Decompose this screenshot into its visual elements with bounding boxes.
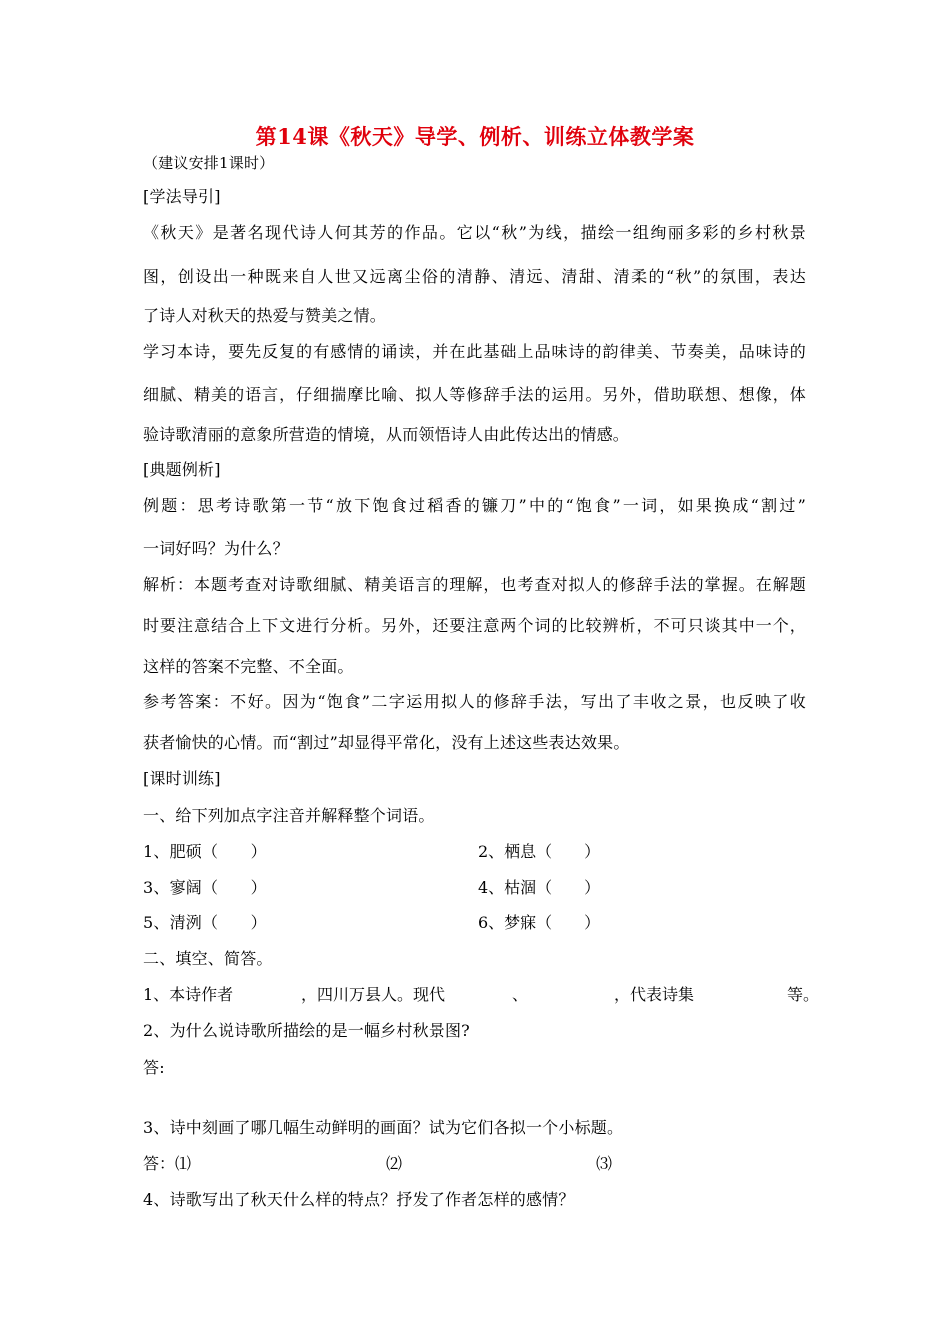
question-item: 3、诗中刻画了哪几幅生动鲜明的画面？试为它们各拟一个小标题。 [143, 1118, 624, 1137]
fill-blank-part: 、 [512, 985, 529, 1004]
paragraph-line: 验诗歌清丽的意象所营造的情境，从而领悟诗人由此传达出的情感。 [143, 425, 630, 444]
paragraph-line: 了诗人对秋天的热爱与赞美之情。 [143, 306, 387, 325]
paragraph-line: 细腻、精美的语言，仔细揣摩比喻、拟人等修辞手法的运用。另外，借助联想、想像，体 [143, 385, 806, 404]
section-heading-guide: [学法导引] [143, 187, 221, 206]
section-heading-practice: [课时训练] [143, 769, 221, 788]
fill-blank-part: 等。 [787, 985, 820, 1004]
paragraph-line: 图，创设出一种既来自人世又远离尘俗的清静、清远、清甜、清柔的“秋”的氛围，表达 [143, 267, 806, 286]
vocab-item: 1、肥硕（ ） [143, 842, 267, 861]
vocab-item: 4、枯涸（ ） [478, 878, 601, 897]
example-question-line: 一词好吗？为什么？ [143, 539, 289, 558]
vocab-item: 5、清洌（ ） [143, 913, 267, 932]
answer-label: 答：⑴ [143, 1154, 192, 1173]
analysis-line: 时要注意结合上下文进行分析。另外，还要注意两个词的比较辨析，不可只谈其中一个， [143, 616, 806, 635]
paragraph-line: 学习本诗，要先反复的有感情的诵读，并在此基础上品味诗的韵律美、节奏美，品味诗的 [143, 342, 806, 361]
vocab-item: 3、寥阔（ ） [143, 878, 267, 897]
vocab-item: 6、梦寐（ ） [478, 913, 601, 932]
fill-blank-part: ，代表诗集 [614, 985, 695, 1004]
example-question-line: 例题：思考诗歌第一节“放下饱食过稻香的镰刀”中的“饱食”一词，如果换成“割过” [143, 496, 806, 515]
question-item: 4、诗歌写出了秋天什么样的特点？抒发了作者怎样的感情？ [143, 1190, 575, 1209]
vocab-item: 2、栖息（ ） [478, 842, 601, 861]
fill-blank-part: 1、本诗作者 [143, 985, 234, 1004]
analysis-line: 这样的答案不完整、不全面。 [143, 657, 354, 676]
reference-answer-line: 获者愉快的心情。而“割过”却显得平常化，没有上述这些表达效果。 [143, 733, 630, 752]
answer-slot: ⑶ [596, 1154, 613, 1173]
question-item: 2、为什么说诗歌所描绘的是一幅乡村秋景图? [143, 1021, 470, 1040]
reference-answer-line: 参考答案：不好。因为“饱食”二字运用拟人的修辞手法，写出了丰收之景，也反映了收 [143, 692, 806, 711]
page-title: 第14课《秋天》导学、例析、训练立体教学案 [255, 124, 695, 149]
question-heading: 二、填空、简答。 [143, 949, 273, 968]
answer-label: 答: [143, 1058, 165, 1077]
analysis-line: 解析：本题考查对诗歌细腻、精美语言的理解，也考查对拟人的修辞手法的掌握。在解题 [143, 575, 806, 594]
question-heading: 一、给下列加点字注音并解释整个词语。 [143, 806, 435, 825]
answer-slot: ⑵ [386, 1154, 403, 1173]
paragraph-line: 《秋天》是著名现代诗人何其芳的作品。它以“秋”为线，描绘一组绚丽多彩的乡村秋景 [143, 223, 806, 242]
section-heading-example: [典题例析] [143, 460, 221, 479]
fill-blank-part: ，四川万县人。现代 [301, 985, 446, 1004]
subtitle: （建议安排1课时） [143, 154, 275, 172]
